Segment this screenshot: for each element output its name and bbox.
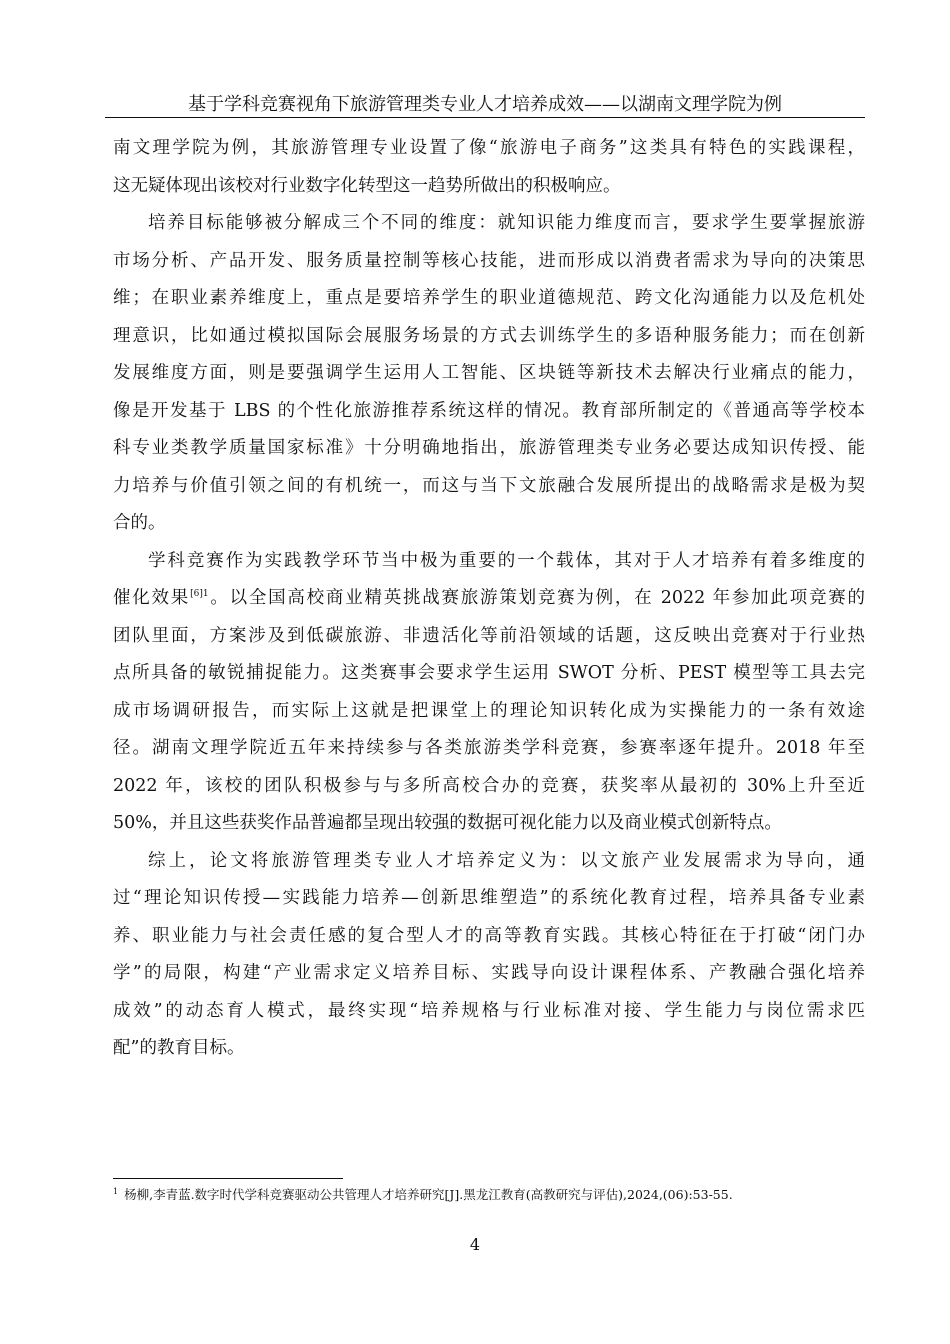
paragraph-line: 维；在职业素养维度上，重点是要培养学生的职业道德规范、跨文化沟通能力以及危机处 <box>113 288 865 308</box>
paragraph-line: 力培养与价值引领之间的有机统一，而这与当下文旅融合发展所提出的战略需求是极为契 <box>113 475 865 496</box>
footnote-marker: 1 <box>113 1186 119 1196</box>
paragraph-line <box>113 580 865 618</box>
paragraph-line: 科专业类教学质量国家标准》十分明确地指出，旅游管理类专业务必要达成知识传授、能 <box>113 438 865 458</box>
paragraph-line: 南文理学院为例，其旅游管理专业设置了像“旅游电子商务”这类具有特色的实践课程， <box>113 138 865 158</box>
paragraph-line: 培养目标能够被分解成三个不同的维度：就知识能力维度而言，要求学生要掌握旅游 <box>148 213 865 233</box>
paragraph-line: 过“理论知识传授—实践能力培养—创新思维塑造”的系统化教育过程，培养具备专业素 <box>113 888 865 908</box>
paragraph-line: 市场分析、产品开发、服务质量控制等核心技能，进而形成以消费者需求为导向的决策思 <box>113 250 865 271</box>
paragraph-line: 2022 年，该校的团队积极参与与多所高校合办的竞赛，获奖率从最初的 30%上升至近 <box>113 775 865 796</box>
paragraph-line: 综上，论文将旅游管理类专业人才培养定义为：以文旅产业发展需求为导向，通 <box>148 850 865 871</box>
paragraph-line: 学”的局限，构建“产业需求定义培养目标、实践导向设计课程体系、产教融合强化培养 <box>113 963 865 983</box>
running-header: 基于学科竞赛视角下旅游管理类专业人才培养成效——以湖南文理学院为例 <box>188 94 782 115</box>
paragraph-line: 径。湖南文理学院近五年来持续参与各类旅游类学科竞赛，参赛率逐年提升。2018 年至 <box>113 738 865 758</box>
paragraph-line: 50%，并且这些获奖作品普遍都呈现出较强的数据可视化能力以及商业模式创新特点。 <box>113 813 782 833</box>
paragraph-line: 理意识，比如通过模拟国际会展服务场景的方式去训练学生的多语种服务能力；而在创新 <box>113 325 865 346</box>
paragraph-line: 成市场调研报告，而实际上这就是把课堂上的理论知识转化成为实操能力的一条有效途 <box>113 700 865 721</box>
paragraph-line: 团队里面，方案涉及到低碳旅游、非遗活化等前沿领域的话题，这反映出竞赛对于行业热 <box>113 625 865 646</box>
paragraph-line: 这无疑体现出该校对行业数字化转型这一趋势所做出的积极响应。 <box>113 175 621 196</box>
paragraph-line: 学科竞赛作为实践教学环节当中极为重要的一个载体，其对于人才培养有着多维度的 <box>148 550 865 571</box>
line-text: 。以全国高校商业精英挑战赛旅游策划竞赛为例，在 2022 年参加此项竞赛的 <box>208 588 866 608</box>
line-text: 催化效果 <box>113 588 191 608</box>
paragraph-line: 配”的教育目标。 <box>113 1038 245 1058</box>
footnote-divider <box>113 1178 343 1179</box>
body-text <box>113 130 865 1068</box>
paragraph-line: 像是开发基于 LBS 的个性化旅游推荐系统这样的情况。教育部所制定的《普通高等学校本 <box>113 400 865 421</box>
footnote-text: 杨柳,李青蓝.数字时代学科竞赛驱动公共管理人才培养研究[J].黑龙江教育(高教研究与评估),2024,(06):53-55. <box>124 1187 733 1202</box>
paragraph-line: 成效”的动态育人模式，最终实现“培养规格与行业标准对接、学生能力与岗位需求匹 <box>113 1000 865 1021</box>
paragraph-line: 合的。 <box>113 513 166 533</box>
paragraph-line: 养、职业能力与社会责任感的复合型人才的高等教育实践。其核心特征在于打破“闭门办 <box>113 925 865 946</box>
paragraph-line: 发展维度方面，则是要强调学生运用人工智能、区块链等新技术去解决行业痛点的能力， <box>113 363 865 383</box>
citation-mark: [6]1 <box>190 589 209 600</box>
footnote <box>113 1186 865 1204</box>
page-number: 4 <box>469 1235 481 1254</box>
paragraph-line: 点所具备的敏锐捕捉能力。这类赛事会要求学生运用 SWOT 分析、PEST 模型等工具去完 <box>113 663 865 683</box>
header-divider <box>105 117 865 118</box>
